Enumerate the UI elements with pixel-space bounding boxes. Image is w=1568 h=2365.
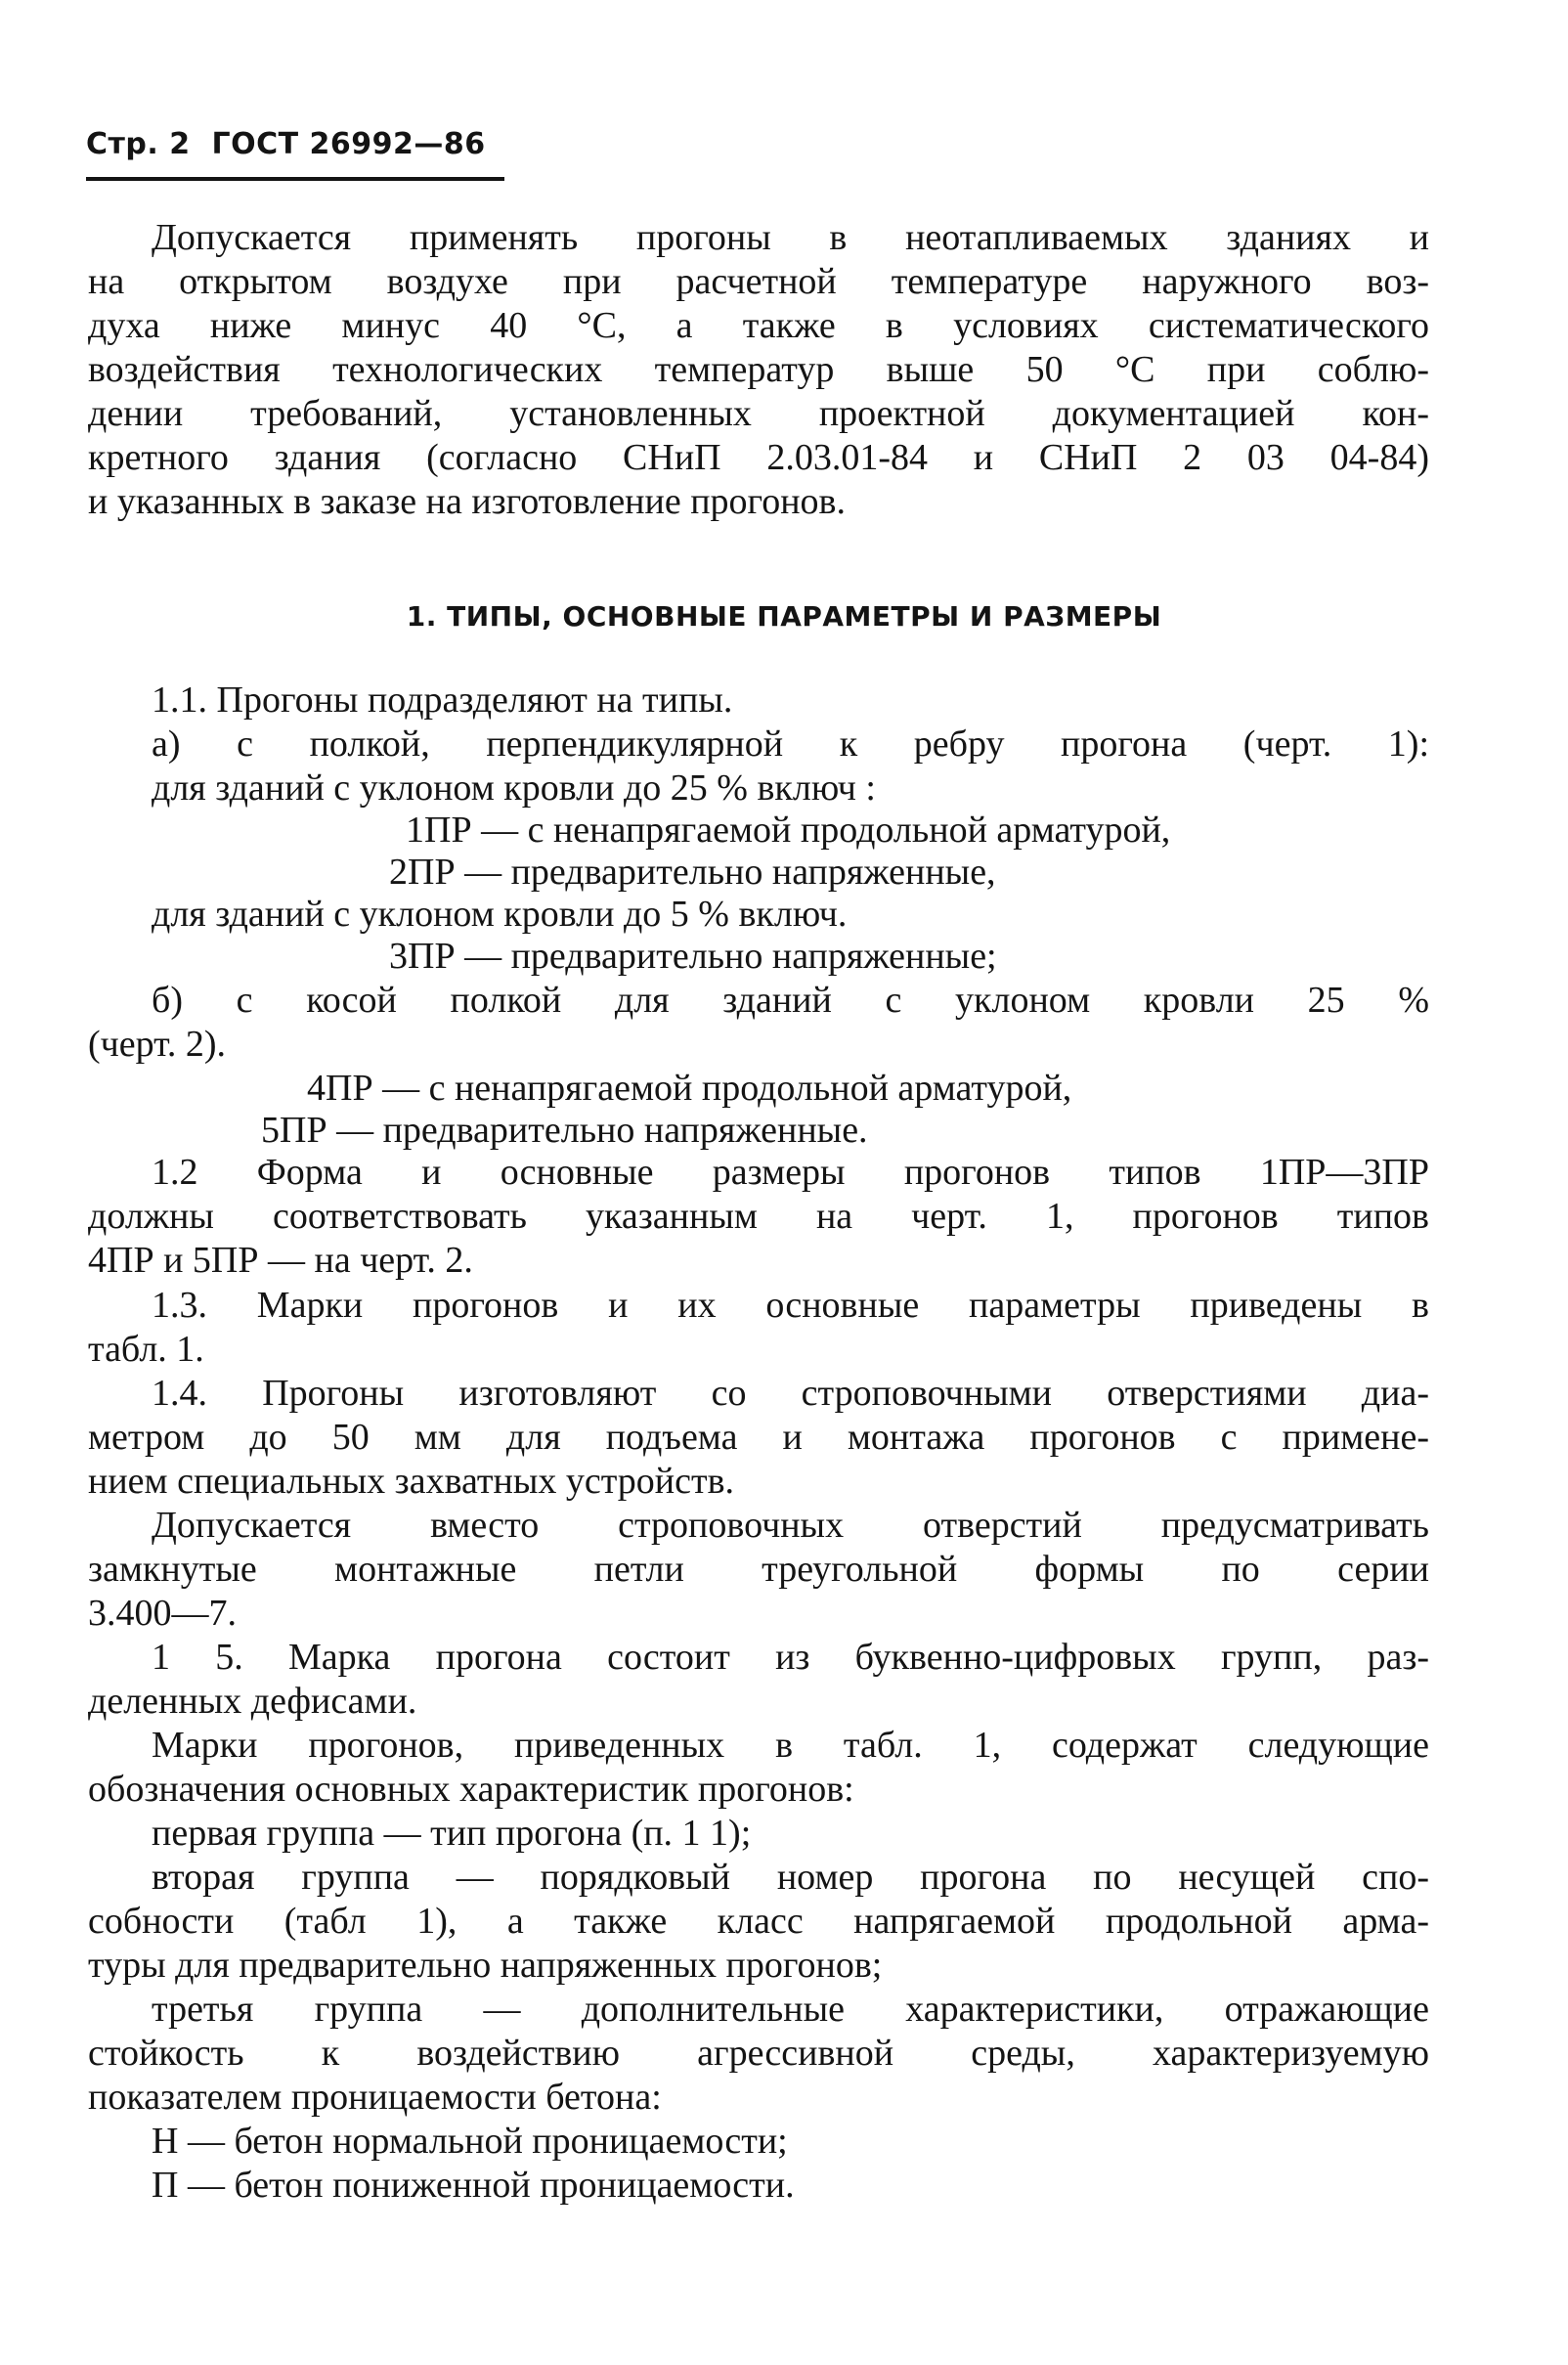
page-number: Стр. 2	[86, 127, 191, 161]
body-line: (черт. 2).	[88, 1024, 227, 1065]
section-title: 1. ТИПЫ, ОСНОВНЫЕ ПАРАМЕТРЫ И РАЗМЕРЫ	[406, 600, 1162, 633]
body-line: 3.400—7.	[88, 1593, 237, 1634]
body-line: туры для предварительно напряженных прогонов;	[88, 1945, 883, 1986]
body-line: б) с косой полкой для зданий с уклоном кровли 25 %	[152, 980, 1429, 1021]
body-line: замкнутые монтажные петли треугольной формы по серии	[88, 1549, 1429, 1590]
body-line: для зданий с уклоном кровли до 25 % включ :	[152, 767, 876, 809]
intro-line: дении требований, установленных проектной документацией кон-	[88, 393, 1429, 434]
body-line: Марки прогонов, приведенных в табл. 1, содержат следующие	[152, 1725, 1429, 1766]
body-line: Допускается вместо строповочных отверстий предусматривать	[152, 1505, 1429, 1546]
body-line: 1 5. Марка прогона состоит из буквенно-цифровых групп, раз-	[152, 1637, 1429, 1678]
page-header	[86, 127, 486, 161]
intro-line: воздействия технологических температур выше 50 °С при соблю-	[88, 349, 1429, 390]
intro-line: на открытом воздухе при расчетной температуре наружного воз-	[88, 261, 1429, 302]
body-line: П — бетон пониженной проницаемости.	[152, 2165, 795, 2206]
body-line: 1.3. Марки прогонов и их основные параметры приведены в	[152, 1285, 1429, 1326]
body-line: 2ПР — предварительно напряженные,	[389, 852, 996, 893]
intro-line: духа ниже минус 40 °С, а также в условиях систематического	[88, 305, 1429, 346]
body-line: 1.4. Прогоны изготовляют со строповочными отверстиями диа-	[152, 1373, 1429, 1414]
body-line: метром до 50 мм для подъема и монтажа прогонов с примене-	[88, 1417, 1429, 1458]
body-line: 4ПР — с ненапрягаемой продольной арматурой,	[307, 1068, 1072, 1109]
intro-line: кретного здания (согласно СНиП 2.03.01-84 и СНиП 2 03 04-84)	[88, 437, 1429, 478]
body-line: 3ПР — предварительно напряженные;	[389, 936, 997, 977]
body-line: 4ПР и 5ПР — на черт. 2.	[88, 1240, 473, 1281]
body-line: Н — бетон нормальной проницаемости;	[152, 2121, 788, 2162]
header-rule	[86, 177, 504, 181]
body-line: табл. 1.	[88, 1329, 204, 1370]
intro-line: и указанных в заказе на изготовление прогонов.	[88, 481, 846, 522]
intro-line: Допускается применять прогоны в неотапливаемых зданиях и	[152, 217, 1429, 258]
body-line: первая группа — тип прогона (п. 1 1);	[152, 1813, 752, 1854]
body-line: а) с полкой, перпендикулярной к ребру прогона (черт. 1):	[152, 723, 1429, 765]
body-line: показателем проницаемости бетона:	[88, 2077, 662, 2118]
body-line: собности (табл 1), а также класс напрягаемой продольной арма-	[88, 1901, 1429, 1942]
body-line: 5ПР — предварительно напряженные.	[261, 1110, 868, 1151]
body-line: 1.1. Прогоны подразделяют на типы.	[152, 679, 733, 721]
body-line: для зданий с уклоном кровли до 5 % включ.	[152, 894, 848, 935]
body-line: нием специальных захватных устройств.	[88, 1461, 735, 1502]
body-line: деленных дефисами.	[88, 1681, 417, 1722]
body-line: должны соответствовать указанным на черт. 1, прогонов типов	[88, 1196, 1429, 1237]
body-line: третья группа — дополнительные характеристики, отражающие	[152, 1989, 1429, 2030]
body-line: 1.2 Форма и основные размеры прогонов типов 1ПР—3ПР	[152, 1152, 1429, 1193]
body-line: обозначения основных характеристик прогонов:	[88, 1769, 854, 1810]
body-line: стойкость к воздействию агрессивной среды, характеризуемую	[88, 2033, 1429, 2074]
standard-code: ГОСТ 26992—86	[211, 127, 486, 161]
body-line: вторая группа — порядковый номер прогона по несущей спо-	[152, 1857, 1429, 1898]
body-line: 1ПР — с ненапрягаемой продольной арматурой,	[406, 810, 1171, 851]
